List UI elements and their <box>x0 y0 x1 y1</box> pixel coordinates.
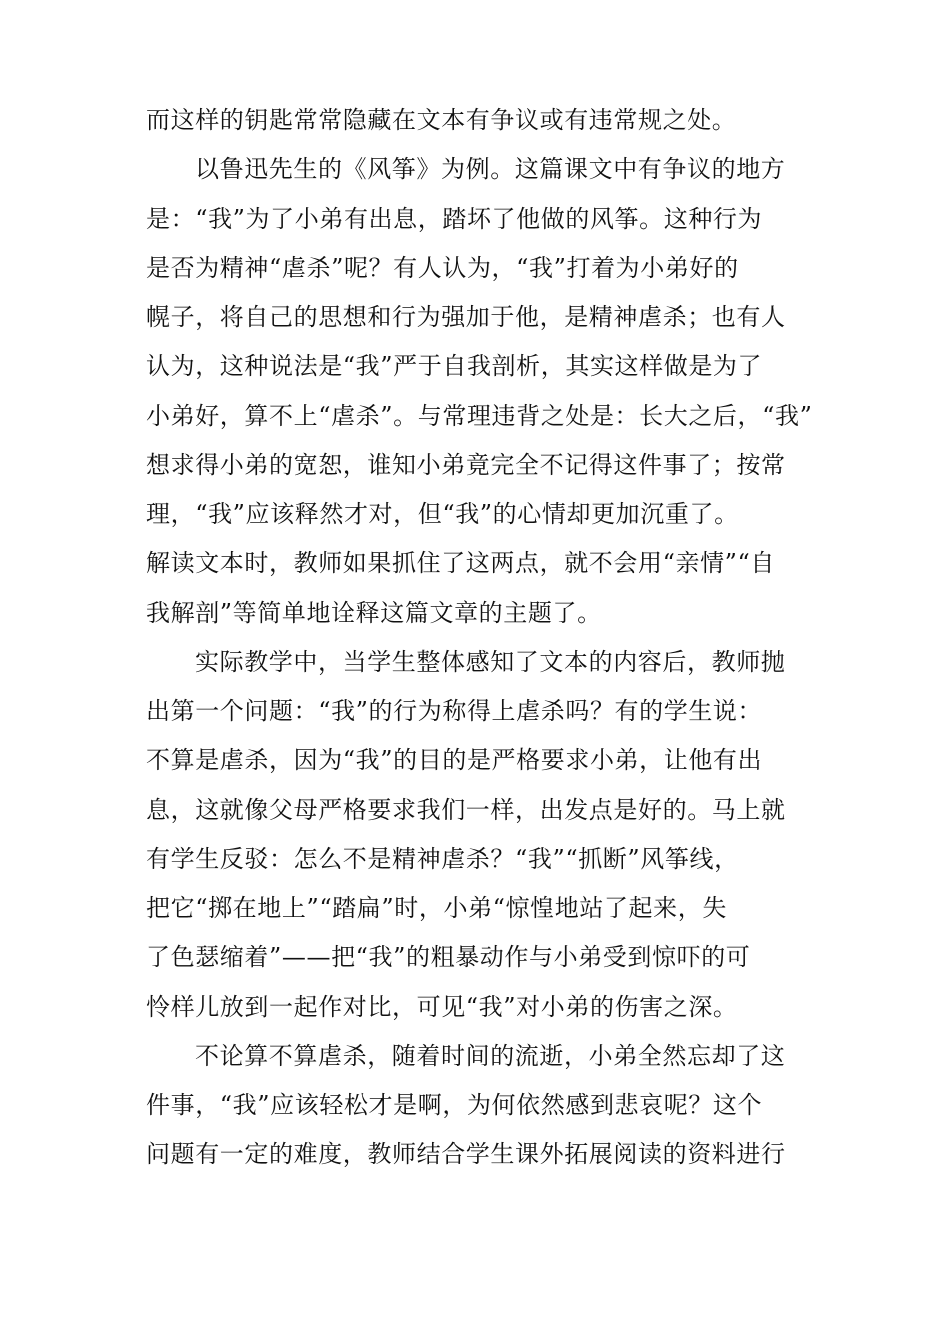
text-line: 我解剖”等简单地诠释这篇文章的主题了。 <box>146 598 602 627</box>
text-line: 件事，“我”应该轻松才是啊，为何依然感到悲哀呢？这个 <box>146 1091 763 1119</box>
text-line: 小弟好，算不上“虐杀”。与常理违背之处是：长大之后，“我” <box>146 401 813 430</box>
text-line: 问题有一定的难度，教师结合学生课外拓展阅读的资料进行 <box>146 1140 786 1169</box>
text-line: 是否为精神“虐杀”呢？有人认为，“我”打着为小弟好的 <box>146 253 739 282</box>
text-line: 出第一个问题：“我”的行为称得上虐杀吗？有的学生说： <box>146 697 763 725</box>
text-line: 怜样儿放到一起作对比，可见“我”对小弟的伤害之深。 <box>146 992 738 1021</box>
body-text <box>146 96 811 1180</box>
text-line: 有学生反驳：怎么不是精神虐杀？“我”“抓断”风筝线， <box>146 844 739 873</box>
paragraph-first-line: 以鲁迅先生的《风筝》为例。这篇课文中有争议的地方 <box>195 155 786 184</box>
text-line: 解读文本时，教师如果抓住了这两点，就不会用“亲情”“自 <box>146 549 776 578</box>
text-line: 幌子，将自己的思想和行为强加于他，是精神虐杀；也有人 <box>146 303 786 331</box>
text-line: 认为，这种说法是“我”严于自我剖析，其实这样做是为了 <box>146 352 763 381</box>
text-line: 不算是虐杀，因为“我”的目的是严格要求小弟，让他有出 <box>146 746 763 775</box>
text-line: 息，这就像父母严格要求我们一样，出发点是好的。马上就 <box>146 795 786 824</box>
paragraph-first-line: 不论算不算虐杀，随着时间的流逝，小弟全然忘却了这 <box>195 1041 786 1070</box>
text-line: 而这样的钥匙常常隐藏在文本有争议或有违常规之处。 <box>146 106 737 134</box>
text-line: 理，“我”应该释然才对，但“我”的心情却更加沉重了。 <box>146 500 739 528</box>
text-line: 了色瑟缩着”——把“我”的粗暴动作与小弟受到惊吓的可 <box>146 943 751 972</box>
paragraph-first-line: 实际教学中，当学生整体感知了文本的内容后，教师抛 <box>195 647 786 676</box>
text-line: 把它“掷在地上”“踏扁”时，小弟“惊惶地站了起来，失 <box>146 894 727 922</box>
text-line: 想求得小弟的宽恕，谁知小弟竟完全不记得这件事了；按常 <box>146 450 786 479</box>
text-line: 是：“我”为了小弟有出息，踏坏了他做的风筝。这种行为 <box>146 204 763 233</box>
